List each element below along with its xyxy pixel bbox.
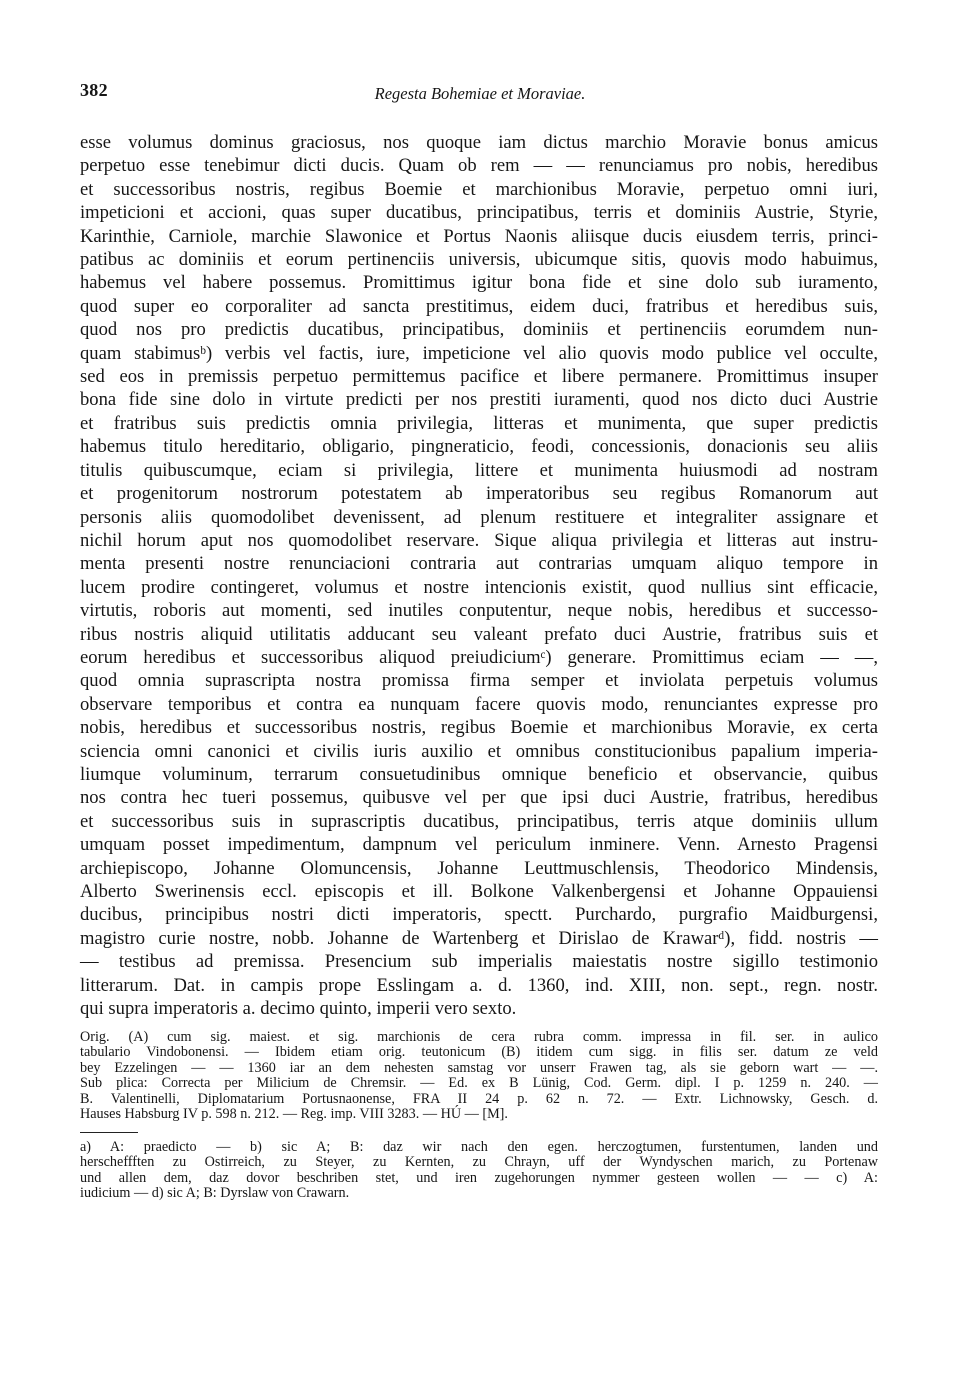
text-line: perpetuo esse tenebimur dicti ducis. Quam ob rem — — renunciamus pro nobis, heredibus [80, 155, 878, 177]
note-line: Hauses Habsburg IV p. 598 n. 212. — Reg. imp. VIII 3283. — HÚ — [M]. [80, 1106, 508, 1123]
footnote-line: a) A: praedicto — b) sic A; B: daz wir nach den egen. herczogtumen, furstentumen, landen und [80, 1139, 878, 1155]
text-line: — testibus ad premissa. Presencium sub imperialis maiestatis nostre sigillo testimonio [80, 951, 878, 973]
footnote-line: iudicium — d) sic A; B: Dyrslaw von Crawarn. [80, 1185, 350, 1202]
text-line: nobis, heredibus et successoribus nostris, regibus Boemie et marchionibus Moravie, ex certa [80, 717, 878, 739]
text-line: virtutis, roboris aut momenti, sed inutiles conputentur, neque nobis, heredibus et successo- [80, 600, 878, 622]
text-line: magistro curie nostre, nobb. Johanne de Wartenberg et Dirislao de Krawarᵈ), fidd. nostris — [80, 927, 878, 949]
text-line: Alberto Swerinensis eccl. episcopis et ill. Bolkone Valkenbergensi et Johanne Oppauiensi [80, 881, 878, 902]
text-line: quam stabimusᵇ) verbis vel factis, iure, impeticione vel alio quovis modo publice vel occulte, [80, 342, 878, 364]
text-line: litterarum. Dat. in campis prope Esslingam a. d. 1360, ind. XIII, non. sept., regn. nostr. [80, 974, 878, 996]
footnote-rule [80, 1132, 138, 1133]
page-number: 382 [80, 80, 108, 100]
text-line: habemus vel habere possemus. Promittimus igitur bona fide et sine dolo sub iuramento, [80, 272, 878, 294]
text-line: et successoribus nostris, regibus Boemie et marchionibus Moravie, perpetuo omni iuri, [80, 178, 878, 200]
text-line: titulis quibuscumque, eciam si privilegia, littere et munimenta huiusmodi ad nostram [80, 459, 878, 481]
text-line: lucem prodire contingeret, volumus et nostre intencionis existit, quod nullius sint efficacie, [80, 576, 878, 598]
text-line: archiepiscopo, Johanne Olomuncensis, Johanne Leuttmuschlensis, Theodorico Mindensis, [80, 857, 878, 879]
text-line: patibus ac dominiis et eorum pertinenciis universis, ubicumque sitis, quovis modo habuimus, [80, 249, 878, 271]
text-line: nos contra hec tueri possemus, quibusve vel per que ipsi duci Austrie, fratribus, heredibus [80, 787, 878, 809]
text-line: et progenitorum nostrorum potestatem ab imperatoribus seu regibus Romanorum aut [80, 483, 878, 505]
footnote-line: und allen dem, daz dovor beschriben stet, und iren zugehorungen nymmer gesteen wollen — — c) A: [80, 1169, 878, 1186]
source-notes [80, 1030, 878, 1122]
text-line: nichil horum aput nos quomodolibet reservare. Sique aliqua privilegia et litteras aut instru- [80, 529, 878, 551]
text-line: sed eos in premissis perpetuo permittemus pacifice et libere permanere. Promittimus insuper [80, 366, 878, 388]
footnote-line: herscheffften zu Ostirreich, zu Steyer, zu Kernten, zu Chrayn, uff der Wyndyschen marich, zu Portenaw [80, 1154, 878, 1171]
text-line: liumque voluminum, terrarum consuetudinibus omnique beneficio et observancie, quibus [80, 763, 878, 785]
text-line: quod omnia suprascripta nostra promissa firma semper et inviolata perpetuis volumus [80, 670, 878, 692]
text-line: qui supra imperatoris a. decimo quinto, imperii vero sexto. [80, 998, 517, 1020]
text-line: Karinthie, Carniole, marchie Slawonice et Portus Naonis aliisque ducis eiusdem terris, princi- [80, 225, 878, 247]
text-line: eorum heredibus et successoribus aliquod preiudiciumᶜ) generare. Promittimus eciam — —, [80, 646, 878, 668]
text-line: quod nos pro predictis ducatibus, principatibus, dominiis et pertinenciis eorumdem nun- [80, 319, 878, 341]
text-line: personis aliis quomodolibet devenissent, ad plenum restituere et integraliter assignare et [80, 506, 878, 528]
text-line: et successoribus suis in suprascriptis ducatibus, principatibus, terris atque dominiis ullum [80, 810, 878, 832]
charter-text [80, 131, 878, 1020]
text-line: ducibus, principibus nostri dicti imperatoris, spectt. Purchardo, purgrafio Maidburgensi, [80, 904, 878, 926]
note-line: bey Ezzelingen — — 1360 iar an dem nehesten samstag vor unserr Frawen tag, als sie geborn wart — —. [80, 1059, 878, 1076]
running-title: Regesta Bohemiae et Moraviae. [374, 84, 586, 103]
text-line: ribus nostris aliquid utilitatis adducant seu valeant prefato duci Austrie, fratribus suis et [80, 623, 878, 645]
page-header [80, 80, 880, 110]
text-line: esse volumus dominus graciosus, nos quoque iam dictus marchio Moravie bonus amicus [80, 132, 878, 153]
text-line: et fratribus suis predictis omnia privilegia, litteras et munimenta, que super predictis [80, 412, 878, 434]
text-line: umquam posset impedimentum, dampnum vel periculum inminere. Venn. Arnesto Pragensi [80, 834, 878, 856]
text-line: menta presenti nostre renunciacioni contraria aut contrarias umquam aliquo tempore in [80, 553, 878, 575]
note-line: Sub plica: Correcta per Milicium de Chremsir. — Ed. ex B Lünig, Cod. Germ. dipl. I p. 1259 n. 240. — [80, 1075, 878, 1092]
note-line: tabulario Vindobonensi. — Ibidem etiam orig. teutonicum (B) itidem cum sigg. in filis ser. datum ze veld [80, 1044, 878, 1061]
text-line: observare temporibus et contra ea nunquam facere quovis modo, renunciantes expresse pro [80, 693, 878, 715]
text-line: bona fide sine dolo in virtute predicti per nos prestiti iuramenti, quod nos dicto duci Austrie [80, 389, 878, 411]
critical-apparatus [80, 1140, 878, 1202]
text-line: impeticioni et accioni, quas super ducatibus, principatibus, terris et dominiis Austrie, Styrie, [80, 202, 878, 224]
note-line: Orig. (A) cum sig. maiest. et sig. marchionis de cera rubra comm. impressa in fil. ser. in aulico [80, 1029, 878, 1045]
note-line: B. Valentinelli, Diplomatarium Portusnaonense, FRA II 24 p. 62 n. 72. — Extr. Lichnowsky, Gesch. d. [80, 1090, 878, 1107]
text-line: sciencia omni canonici et civilis iuris auxilio et omnibus constitucionibus papalium imperia- [80, 740, 878, 762]
text-line: quod super eo corporaliter ad sancta prestitimus, eidem duci, fratribus et heredibus suis, [80, 295, 878, 317]
text-line: habemus titulo hereditario, obligario, pingneraticio, feodi, concessionis, donacionis seu aliis [80, 436, 878, 458]
